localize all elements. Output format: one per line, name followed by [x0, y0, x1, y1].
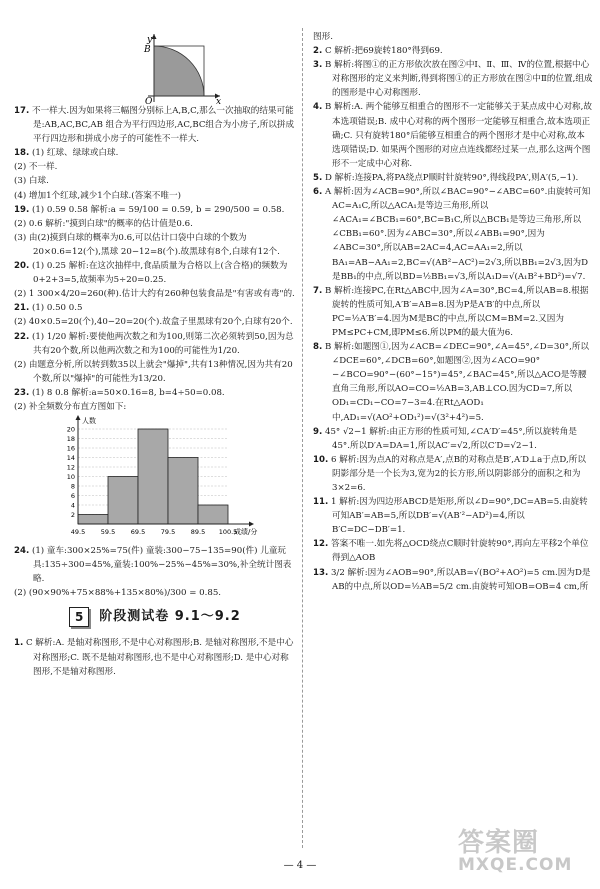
section-number: 5 — [69, 607, 89, 627]
right-answer-item — [313, 284, 593, 340]
answer-item-text: (1) 0.25 解析:在这次抽样中,食品质量为合格以上(含合格)的频数为0+2+3=5,故频率为5÷20=0.25. — [31, 261, 288, 286]
histogram-bar — [138, 429, 168, 524]
y-tick-label: 10 — [66, 473, 75, 482]
right-answer-item — [313, 425, 593, 453]
watermark-main-text: 答案圈 — [458, 828, 540, 858]
answer-item — [14, 160, 296, 174]
answer-item — [14, 231, 296, 259]
section-answer-item — [14, 636, 296, 678]
right-answer-item-number: 12. — [313, 539, 329, 550]
right-answer-item — [313, 30, 593, 44]
answer-item-text: (1) 0.59 0.58 解析:a = 59/100 = 0.59, b = 290/500 = 0.58. — [31, 204, 285, 215]
answer-item-text: (3) 由(2)摸到白球的概率为0.6,可以估计口袋中白球的个数为 20×0.6=12(个),黑球 20−12=8(个).故黑球有8个,白球有12个. — [14, 232, 280, 257]
right-answer-item — [313, 340, 593, 425]
quarter-circle-svg — [134, 30, 224, 104]
y-tick-label: 14 — [66, 454, 75, 463]
x-tick-label: 49.5 — [70, 528, 86, 537]
answer-item — [14, 203, 296, 217]
answer-item-text: (4) 增加1个红球,减少1个白球.(答案不唯一) — [14, 190, 181, 201]
right-answer-item-number: 10. — [313, 454, 329, 465]
answer-item-number: 18. — [14, 148, 30, 159]
answer-item-text: (2) 0.6 解析:"摸到白球"的概率的估计值是0.6. — [14, 218, 193, 229]
answer-item-text: (3) 白球. — [14, 176, 49, 187]
answer-item-text: (1) 8 0.8 解析:a=50×0.16=8, b=4÷50=0.08. — [31, 387, 225, 398]
axis-label-y: y — [147, 35, 153, 45]
right-column — [313, 30, 593, 594]
right-answer-item — [313, 44, 593, 58]
point-label-b: B — [144, 45, 151, 55]
answer-item-text: (2) 不一样. — [14, 162, 58, 173]
answer-item-number: 24. — [14, 546, 30, 557]
section-answer-item-number: 1. — [14, 638, 24, 649]
right-answer-item-number: 5. — [313, 172, 323, 183]
histogram-bar — [78, 515, 108, 525]
y-axis-arrow — [76, 415, 81, 420]
answer-item — [14, 400, 296, 414]
right-answer-item-text: 3/2 解析:因为∠AOB=90°,所以AB=√(BO²+AO²)=5 cm.因为D是AB的中点,所以OD=½AB=5/2 cm.由旋转可知OB=OB=4 cm,所 — [330, 567, 591, 592]
y-tick-label: 20 — [66, 425, 75, 434]
answer-item — [14, 315, 296, 329]
right-answer-list — [313, 30, 593, 594]
right-answer-item-text: 答案不唯一.如先将△OCD绕点C顺时针旋转90°,再向左平移2个单位得到△AOB — [330, 539, 589, 564]
answer-item-text: (2) 40×0.5=20(个),40−20=20(个).故盒子里黑球有20个,白球有20个. — [14, 317, 293, 328]
answer-item — [14, 544, 296, 586]
x-tick-label: 100.5 — [218, 528, 238, 537]
section-answer-item-text: C 解析:A. 是轴对称图形,不是中心对称图形;B. 是轴对称图形,不是中心对称图形;C. 既不是轴对称图形,也不是中心对称图形;D. 是中心对称图形,不是轴对称图形. — [25, 638, 294, 677]
right-answer-item-text: B 解析:A. 两个能够互相重合的图形不一定能够关于某点成中心对称,故本选项错误;B. 成中心对称的两个图形一定能够互相重合,故本选项正确;C. 只有旋转180°后能够互相重合的两个图形才是中心对称,故本选项错误;D. 如果两个图形的对应点连线都经过某一点,那么这两个图形不一定成中心对称. — [324, 102, 592, 169]
right-answer-item-number: 7. — [313, 285, 323, 296]
y-tick-label: 18 — [66, 435, 75, 444]
answer-item-text: (1) 红球、绿球或白球. — [31, 148, 119, 159]
right-answer-item-text: 6 解析:因为点A的对称点是A′,点B的对称点是B′,A′D⊥a于点D,所以阴影部分是一个长为3,宽为2的长方形,所以阴影部分的面积之和为3×2=6. — [330, 454, 586, 493]
histogram-chart — [48, 414, 268, 544]
y-tick-label: 16 — [66, 444, 75, 453]
answer-item — [14, 189, 296, 203]
answer-item-text: (2) (90×90%+75×88%+135×80%)/300 = 0.85. — [14, 588, 222, 599]
answer-item-number: 21. — [14, 303, 30, 314]
answer-item-number: 20. — [14, 261, 30, 272]
right-answer-item-number: 13. — [313, 567, 329, 578]
right-answer-item-text: B 解析:连接PC,在Rt△ABC中,因为∠A=30°,BC=4,所以AB=8.根据旋转的性质可知,A′B′=AB=8.因为P是A′B′的中点,所以PC=½A′B′=4.因为M是BC的中点,所以CM=BM=2.又因为PM≤PC+CM,即PM≤6.所以PM的最大值为6. — [324, 285, 589, 338]
answer-item — [14, 358, 296, 386]
right-answer-item-text: C 解析:把69旋转180°得到69. — [324, 46, 443, 57]
y-tick-label: 6 — [70, 492, 75, 501]
right-answer-item-text: 图形. — [313, 32, 333, 42]
right-answer-item — [313, 566, 593, 594]
x-tick-label: 59.5 — [100, 528, 116, 537]
right-answer-item-text: B 解析:如题图①,因为∠ACB=∠DEC=90°,∠A=45°,∠D=30°,所以∠DCE=60°,∠DCB=60°,如题图②,因为∠ACO=90°−∠BCO=90°−(60°−15°)=45°,∠BAC=45°,所以△ACO是等腰直角三角形,所以AO=CO=½AB=3,AB⊥CO.因为CD=7,所以OD₁=CD₁−CO=7−3=4.在Rt△AOD₁中,AD₁=√(AO²+OD₁²)=√(3²+4²)=5. — [324, 342, 590, 423]
left-column — [14, 30, 296, 679]
answer-item-text: (2) 补全频数分布直方图如下: — [14, 401, 127, 412]
answer-item-text: 不一样大.因为如果将三幅图分别标上A,B,C,那么一次抽取的结果可能是:AB,AC,BC,AB 组合为平行四边形,AC,BC组合为小房子,所以拼成平行四边形和拼成小房子的可能性不一样大. — [31, 106, 295, 145]
right-answer-item-number: 8. — [313, 342, 323, 353]
histogram-figure — [48, 414, 296, 544]
section-title: 阶段测试卷 9.1～9.2 — [99, 609, 241, 625]
right-answer-item — [313, 58, 593, 100]
answer-item-text: (2) 由题意分析,所以转到数35以上就会"爆掉",共有13种情况,因为共有20个数,所以"爆掉"的可能性为13/20. — [14, 359, 293, 384]
left-answer-list-2 — [14, 544, 296, 600]
answer-item — [14, 146, 296, 160]
right-answer-item — [313, 537, 593, 565]
answer-item — [14, 586, 296, 600]
right-answer-item — [313, 171, 593, 185]
right-answer-item-text: 45° √2−1 解析:由正方形的性质可知,∠CA′D′=45°,所以旋转角是45°.所以D′A=DA=1,所以AC′=√2,所以C′D=√2−1. — [324, 426, 577, 451]
answer-item-number: 22. — [14, 331, 30, 342]
answer-item — [14, 217, 296, 231]
y-tick-label: 12 — [66, 463, 75, 472]
x-tick-label: 69.5 — [130, 528, 146, 537]
y-tick-label: 4 — [70, 501, 75, 510]
quarter-circle-figure — [134, 30, 296, 104]
histogram-bar — [108, 477, 138, 525]
answer-item — [14, 330, 296, 358]
right-answer-item-number: 4. — [313, 102, 323, 113]
x-tick-label: 89.5 — [190, 528, 206, 537]
answer-item-text: (1) 童车:300×25%=75(件) 童装:300−75−135=90(件) 儿童玩具:135÷300=45%,童装:100%−25%−45%=30%,补全统计图表略. — [31, 546, 292, 585]
watermark-logo — [458, 822, 590, 880]
x-axis-arrow — [249, 522, 254, 527]
answer-item-text: (1) 1/20 解析:要使他两次数之和为100,则第二次必须转到50,因为总共有20个数,所以他两次数之和为100的可能性为1/20. — [31, 331, 294, 356]
section-heading — [14, 604, 296, 630]
left-answer-list — [14, 104, 296, 414]
right-answer-item-text: D 解析:连接PA,将PA绕点P顺时针旋转90°,得线段PA′,则A′(5,−1). — [324, 172, 579, 183]
answer-item-text: (2) 1 300×4/20=260(种).估计大约有260种包装食品是"有害或有毒"的. — [14, 289, 295, 300]
y-tick-label: 8 — [70, 482, 75, 491]
right-answer-item-text: 1 解析:因为四边形ABCD是矩形,所以∠D=90°,DC=AB=5.由旋转可知AB′=AB=5,所以DB′=√(AB′²−AD²)=4,所以B′C=DC−DB′=1. — [330, 497, 588, 536]
right-answer-item — [313, 495, 593, 537]
x-axis-title: 成绩/分 — [234, 528, 258, 537]
right-answer-item-number: 9. — [313, 426, 323, 437]
answer-item-number: 17. — [14, 106, 30, 116]
right-answer-item-text: B 解析:将图①的正方形依次放在图②中Ⅰ、Ⅱ、Ⅲ、Ⅳ的位置,根据中心对称图形的定义来判断,得到将图①的正方形放在图②中Ⅱ的位置,组成的图形是中心对称图形. — [324, 60, 593, 99]
histogram-bar — [198, 505, 228, 524]
answer-item — [14, 259, 296, 287]
answer-item — [14, 104, 296, 146]
answer-item-text: (1) 0.50 0.5 — [31, 303, 83, 314]
right-answer-item-number: 2. — [313, 46, 323, 57]
y-tick-label: 2 — [70, 511, 75, 520]
axis-label-x: x — [216, 97, 222, 104]
answer-item — [14, 174, 296, 188]
answer-item-number: 19. — [14, 204, 30, 215]
right-answer-item-text: A 解析:因为∠ACB=90°,所以∠BAC=90°−∠ABC=60°.由旋转可知AC=A₁C,所以△ACA₁是等边三角形,所以∠ACA₁=∠BCB₁=60°,BC=B₁C,所以△BCB₁是等边三角形,所以∠CBB₁=60°.因为∠ABC=30°,所以∠ABB₁=90°,因为∠ABC=30°,所以AB=2AC=4,AC=AA₁=2,所以BA₁=AB−AA₁=2,BC=√(AB²−AC²)=2√3,所以BB₁=2√3,因为D是BB₁的中点,所以BD=½BB₁=√3,所以A₁D=√(A₁B²+BD²)=√7. — [324, 187, 591, 282]
page-number: — 4 — — [283, 860, 317, 871]
x-tick-label: 79.5 — [160, 528, 176, 537]
right-answer-item-number: 11. — [313, 497, 329, 508]
section-answer-list — [14, 636, 296, 678]
column-divider — [302, 28, 303, 848]
watermark-sub-text: MXQE.COM — [458, 855, 573, 875]
answer-item-number: 23. — [14, 387, 30, 398]
origin-label: O — [145, 97, 153, 104]
y-axis-title: 人数 — [82, 417, 96, 426]
right-answer-item-number: 3. — [313, 60, 323, 71]
right-answer-item — [313, 185, 593, 284]
right-answer-item — [313, 453, 593, 495]
right-answer-item-number: 6. — [313, 187, 323, 198]
answer-item — [14, 301, 296, 315]
histogram-bar — [168, 458, 198, 525]
answer-item — [14, 287, 296, 301]
answer-item — [14, 386, 296, 400]
right-answer-item — [313, 100, 593, 170]
